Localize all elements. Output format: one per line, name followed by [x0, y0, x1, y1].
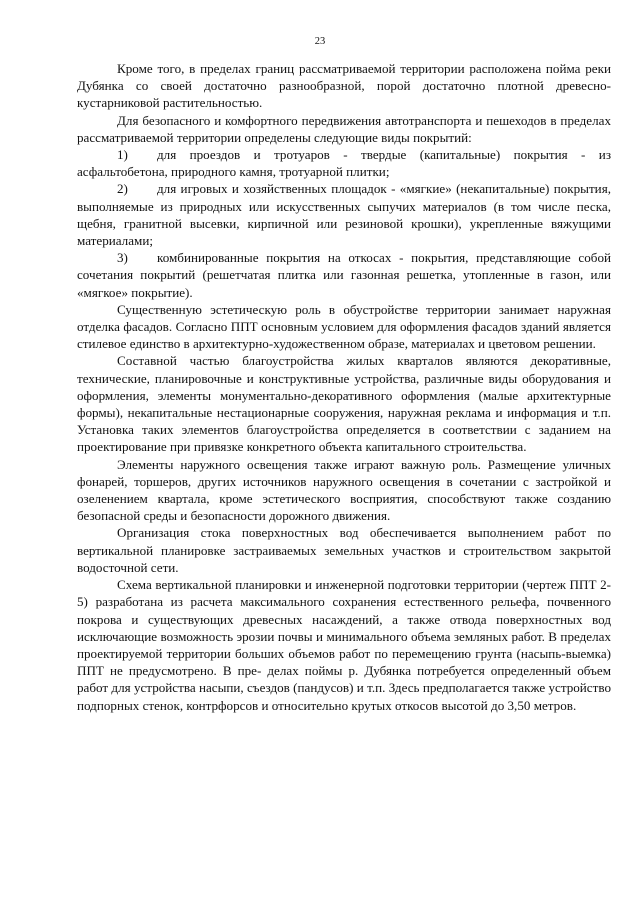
paragraph-facades: Существенную эстетическую роль в обустройстве территории занимает наружная отделка фасадов. Согласно ППТ основным условием для оформления фасадов зданий является стилевое единство в архитектурно-художественном образе, материалах и цветовом решении.: [77, 301, 611, 352]
list-item-text: для проездов и тротуаров - твердые (капитальные) покрытия - из асфальтобетона, природного камня, тротуарной плитки;: [77, 147, 611, 180]
paragraph-coverings-intro: Для безопасного и комфортного передвижения автотранспорта и пешеходов в пределах рассматриваемой территории определены следующие виды покрытий:: [77, 112, 611, 145]
list-item-text: для игровых и хозяйственных площадок - «мягкие» (некапитальные) покрытия, выполняемые из природных или искусственных сыпучих материалов (в том числе песка, щебня, гранитной высевки, кирпичной или резиновой крошки), укрепленные вяжущими материалами;: [77, 181, 611, 249]
list-item-number: 3): [117, 250, 128, 266]
list-item-soft-coverings: [77, 180, 611, 249]
paragraph-surface-runoff: Организация стока поверхностных вод обеспечивается выполнением работ по вертикальной планировке застраиваемых земельных участков и строительством закрытой водосточной сети.: [77, 525, 611, 575]
list-item-combined-coverings: [77, 249, 611, 301]
paragraph-vertical-planning: Схема вертикальной планировки и инженерной подготовки территории (чертеж ППТ 2-5) разработана из расчета максимального сохранения естественного рельефа, почвенного покрова и существующих древесных насаждений, а также отвода поверхностных вод исключающие возможность эрозии почвы и минимального объема земляных работ. В пределах проектируемой территории больших объемов работ по перемещению грунта (насыпь-выемка) ППТ не предусмотрено. В пре- делах поймы р. Дубянка потребуется определенный объем работ для устройства насыпи, съездов (пандусов) и т.п. Здесь предполагается также устройство подпорных стенок, контрфорсов и относительно крутых откосов высотой до 3,50 метров.: [77, 577, 611, 713]
list-item-number: 1): [117, 147, 128, 163]
list-item-number: 2): [117, 181, 128, 197]
paragraph-landscaping-elements: Составной частью благоустройства жилых кварталов являются декоративные, технические, планировочные и конструктивные устройства, различные виды оборудования и оформления, элементы монументально-декоративного оформления (малые архитектурные формы), некапитальные нестационарные сооружения, наружная реклама и информация и т.п. Установка таких элементов благоустройства определяется в соответствии с заданием на проектирование при привязке конкретного объекта капитального строительства.: [77, 353, 611, 455]
page-number: 23: [314, 36, 326, 47]
list-item-text: комбинированные покрытия на откосах - покрытия, представляющие собой сочетания покрытий (решетчатая плитка или газонная решетка, утопленные в газон, или «мягкое» покрытие).: [77, 250, 611, 300]
list-item-hard-coverings: [77, 146, 611, 180]
paragraph-dubyanka-floodplain: Кроме того, в пределах границ рассматриваемой территории расположена пойма реки Дубянка со своей достаточно разнообразной, порой достаточно плотной древесно-кустарниковой растительностью.: [77, 61, 611, 111]
document-body: [77, 60, 611, 714]
paragraph-outdoor-lighting: Элементы наружного освещения также играют важную роль. Размещение уличных фонарей, торшеров, других источников наружного освещения в сочетании с застройкой и озеленением квартала, кроме эстетического восприятия, способствуют также созданию безопасной среды и безопасности дорожного движения.: [77, 456, 611, 524]
